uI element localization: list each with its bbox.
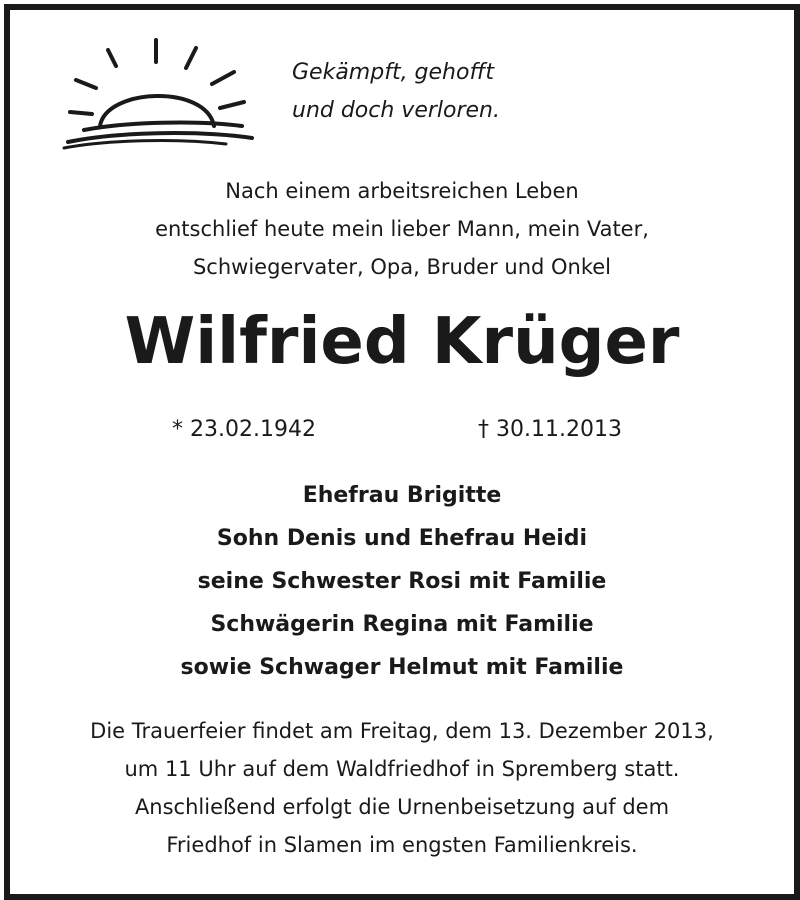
motto-line: Gekämpft, gehofft: [292, 60, 494, 85]
mourner-line: Schwägerin Regina mit Familie: [210, 612, 594, 637]
ceremony-line: Anschließend erfolgt die Urnenbeisetzung auf dem: [134, 795, 670, 819]
mourner-line: Sohn Denis und Ehefrau Heidi: [216, 526, 588, 551]
deceased-name: Wilfried Krüger: [124, 305, 680, 379]
ceremony-line: Die Trauerfeier findet am Freitag, dem 13. Dezember 2013,: [90, 719, 714, 743]
mourner-line: sowie Schwager Helmut mit Familie: [180, 655, 624, 680]
intro-line: Nach einem arbeitsreichen Leben: [225, 179, 579, 203]
obituary-notice: [4, 4, 800, 900]
death-date: † 30.11.2013: [478, 417, 622, 442]
rising-sun-icon: [56, 36, 256, 156]
birth-date: * 23.02.1942: [172, 417, 316, 442]
intro-line: Schwiegervater, Opa, Bruder und Onkel: [192, 255, 612, 279]
mourners-list: [10, 474, 794, 689]
life-dates: [10, 410, 794, 450]
motto-line: und doch verloren.: [292, 98, 500, 123]
ceremony-line: Friedhof in Slamen im engsten Familienkreis.: [166, 833, 638, 857]
intro-line: entschlief heute mein lieber Mann, mein Vater,: [155, 217, 649, 241]
ceremony-line: um 11 Uhr auf dem Waldfriedhof in Spremberg statt.: [124, 757, 680, 781]
ceremony-info: [10, 712, 794, 864]
motto: [292, 54, 500, 130]
mourner-line: seine Schwester Rosi mit Familie: [197, 569, 607, 594]
mourner-line: Ehefrau Brigitte: [302, 483, 502, 508]
intro-text: [10, 172, 794, 286]
